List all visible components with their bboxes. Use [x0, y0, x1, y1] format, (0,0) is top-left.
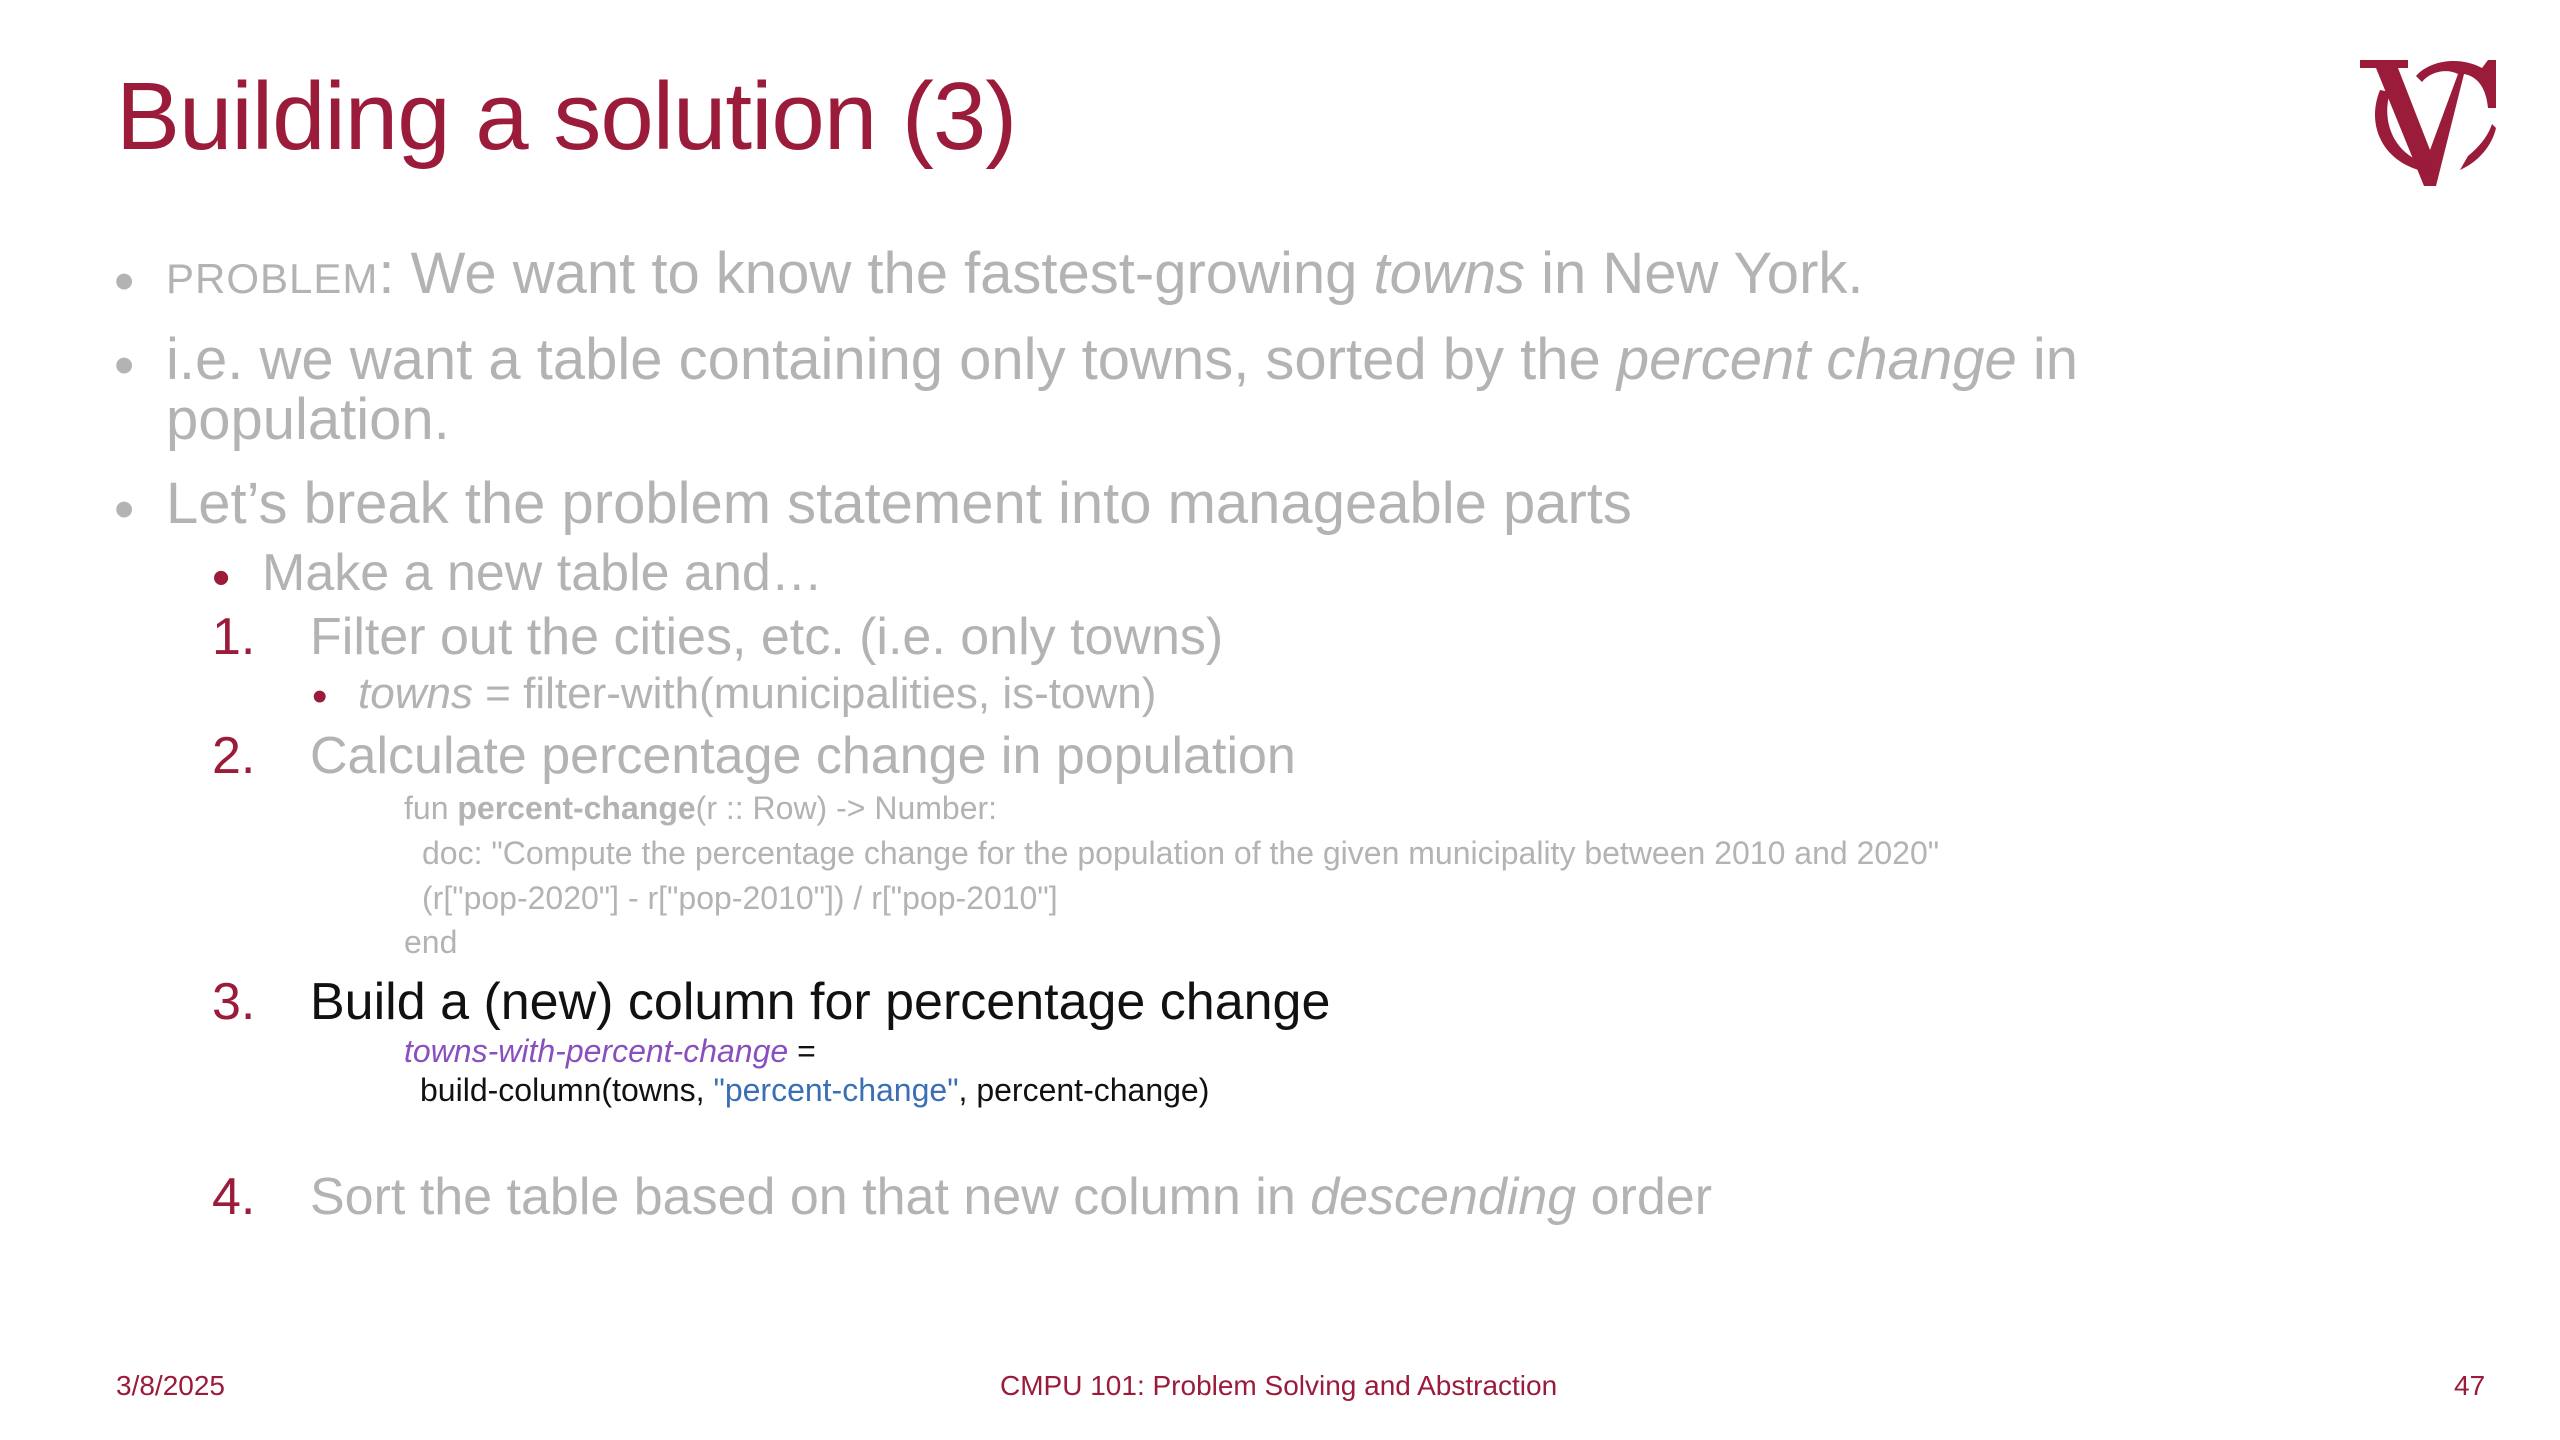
code-equals: = — [788, 1033, 816, 1069]
towns-var: towns — [358, 669, 473, 718]
step-2-text: Calculate percentage change in population — [310, 727, 1296, 785]
step-4-text — [310, 1167, 1712, 1227]
step-1-detail-dot: • — [312, 672, 328, 721]
code-body-line: (r["pop-2020"] - r["pop-2010"]) / r["pop-2010"] — [422, 880, 1058, 916]
bullet-dot: • — [114, 333, 135, 398]
step-4-text-2: order — [1576, 1168, 1713, 1226]
problem-towns: towns — [1373, 241, 1525, 306]
problem-text-1: We want to know the fastest-growing — [394, 241, 1374, 306]
step-3-number: 3. — [212, 973, 256, 1031]
code-build-column-line — [420, 1072, 1209, 1109]
code-var-name: towns-with-percent-change — [404, 1033, 789, 1069]
problem-text-2: in New York. — [1524, 241, 1864, 306]
code-fun-line — [404, 790, 997, 827]
code-string-literal: "percent-change" — [713, 1072, 959, 1108]
goal-percent-change: percent change — [1616, 327, 2017, 392]
step-1-text: Filter out the cities, etc. (i.e. only towns) — [310, 608, 1224, 666]
bullet-dot: • — [114, 249, 135, 314]
sub-bullet-make-table: Make a new table and… — [262, 544, 823, 602]
code-fun-keyword: fun — [404, 790, 458, 826]
step-4-number: 4. — [212, 1168, 256, 1226]
bullet-goal-continued: population. — [166, 387, 450, 452]
code-fun-name: percent-change — [457, 790, 696, 826]
footer-date: 3/8/2025 — [116, 1370, 225, 1401]
slide-title: Building a solution (3) — [116, 63, 1017, 170]
code-assign-line — [404, 1033, 816, 1070]
step-1-detail — [358, 669, 1156, 719]
goal-text-2: in — [2016, 327, 2078, 392]
filter-expression: = filter-with(municipalities, is-town) — [472, 669, 1157, 718]
goal-text-1: i.e. we want a table containing only towns, sorted by the — [166, 327, 1617, 392]
bullet-goal — [166, 326, 2078, 393]
footer-course: CMPU 101: Problem Solving and Abstraction — [1000, 1370, 1558, 1401]
step-3-text: Build a (new) column for percentage change — [310, 973, 1331, 1031]
bullet-break-down: Let’s break the problem statement into manageable parts — [166, 471, 1632, 536]
step-1-number: 1. — [212, 608, 256, 666]
code-fun-signature: (r :: Row) -> Number: — [695, 790, 998, 826]
problem-colon: : — [378, 241, 395, 306]
code-call-end: , percent-change) — [958, 1072, 1210, 1108]
step-2-number: 2. — [212, 727, 256, 785]
footer-page-number: 47 — [2454, 1370, 2486, 1401]
bullet-dot: • — [114, 477, 135, 542]
sub-bullet-dot: • — [212, 549, 231, 607]
step-4-text-1: Sort the table based on that new column in — [310, 1168, 1311, 1226]
problem-prefix: PROBLEM — [166, 255, 379, 302]
code-doc-line: doc: "Compute the percentage change for the population of the given municipality between 2010 and 2020" — [422, 835, 1940, 871]
step-4-descending: descending — [1310, 1168, 1577, 1226]
code-call-start: build-column(towns, — [420, 1072, 714, 1108]
code-end-line: end — [404, 924, 458, 960]
vassar-vc-logo — [2350, 46, 2500, 196]
bullet-problem — [166, 240, 1864, 307]
